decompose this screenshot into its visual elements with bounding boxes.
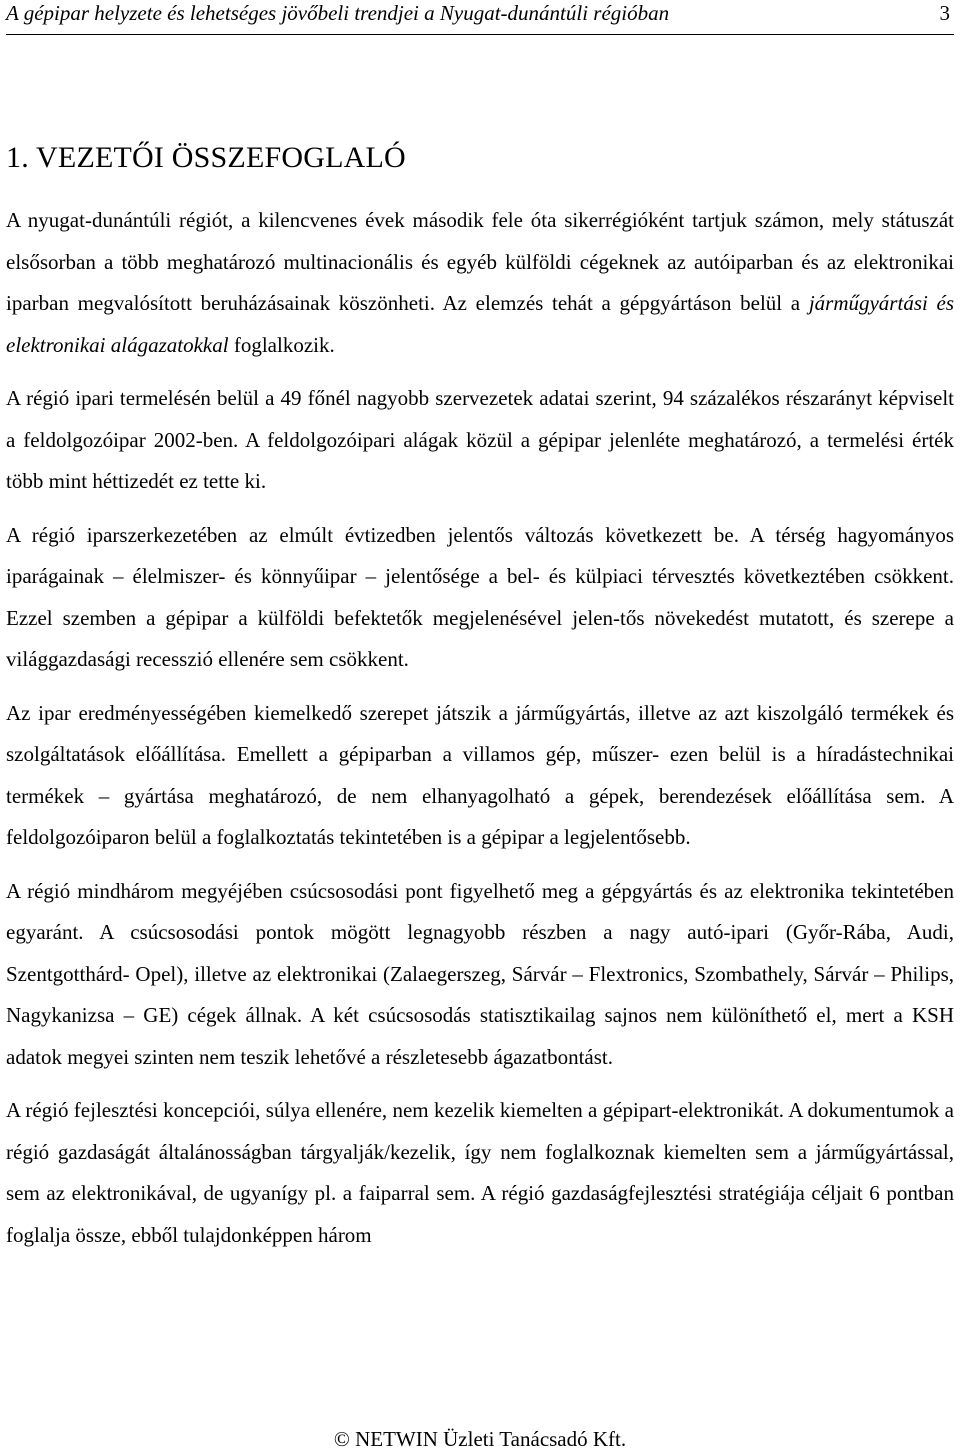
section-heading: 1. VEZETŐI ÖSSZEFOGLALÓ	[6, 141, 406, 174]
paragraph-1-text: A nyugat-dunántúli régiót, a kilencvenes évek második fele óta sikerrégióként tartjuk számon, mely státuszát elsősorban a több meghatározó multinacionális és egyéb külföldi cégeknek az autóiparban és az elektronikai iparban megvalósított beruházásainak köszönheti. Az elemzés tehát a gépgyártáson belül a	[6, 208, 954, 315]
paragraph-1	[6, 200, 954, 366]
paragraph-2: A régió ipari termelésén belül a 49 főnél nagyobb szervezetek adatai szerint, 94 százalékos részarányt képviselt a feldolgozóipar 2002-ben. A feldolgozóipari alágak közül a gépipar jelenléte meghatározó, a termelési érték több mint héttizedét ez tette ki.	[6, 386, 954, 493]
running-header	[6, 0, 954, 35]
paragraph-5: A régió mindhárom megyéjében csúcsosodási pont figyelhető meg a gépgyártás és az elektronika tekintetében egyaránt. A csúcsosodási pontok mögött legnagyobb részben a nagy autó-ipari (Győr-Rába, Audi, Szentgotthárd- Opel), illetve az elektronikai (Zalaegerszeg, Sárvár – Flextronics, Szombathely, Sárvár – Philips, Nagykanizsa – GE) cégek állnak. A két csúcsosodás statisztikailag sajnos nem különíthető el, mert a KSH adatok megyei szinten nem teszik lehetővé a részletesebb ágazatbontást.	[6, 878, 954, 1069]
body-text	[6, 200, 954, 1256]
paragraph-4: Az ipar eredményességében kiemelkedő szerepet játszik a járműgyártás, illetve az azt kiszolgáló termékek és szolgáltatások előállítása. Emellett a gépiparban a villamos gép, műszer- ezen belül is a híradástechnikai termékek – gyártása meghatározó, de nem elhanyagolható a gépek, berendezések előállítása sem. A feldolgozóiparon belül a foglalkoztatás tekintetében is a gépipar a legjelentősebb.	[6, 700, 954, 849]
page-footer: © NETWIN Üzleti Tanácsadó Kft.	[333, 1427, 627, 1451]
paragraph-1-text-end: foglalkozik.	[228, 332, 335, 357]
page-number: 3	[939, 1, 950, 25]
paragraph-1-emphasis: járműgyártási és elektronikai alágazatokkal	[6, 291, 954, 357]
paragraph-3: A régió iparszerkezetében az elmúlt évtizedben jelentős változás következett be. A térség hagyományos iparágainak – élelmiszer- és könnyűipar – jelentősége a bel- és külpiaci térvesztés következtében csökkent. Ezzel szemben a gépipar a külföldi befektetők megjelenésével jelen-tős növekedést mutatott, és szerepe a világgazdasági recesszió ellenére sem csökkent.	[6, 522, 954, 671]
header-title: A gépipar helyzete és lehetséges jövőbeli trendjei a Nyugat-dunántúli régióban	[6, 1, 670, 25]
paragraph-6: A régió fejlesztési koncepciói, súlya ellenére, nem kezelik kiemelten a gépipart-elektronikát. A dokumentumok a régió gazdaságát általánosságban tárgyalják/kezelik, így nem foglalkoznak kiemelten sem a járműgyártással, sem az elektronikával, de ugyanígy pl. a faiparral sem. A régió gazdaságfejlesztési stratégiája céljait 6 pontban foglalja össze, ebből tulajdonképpen három	[6, 1098, 954, 1247]
